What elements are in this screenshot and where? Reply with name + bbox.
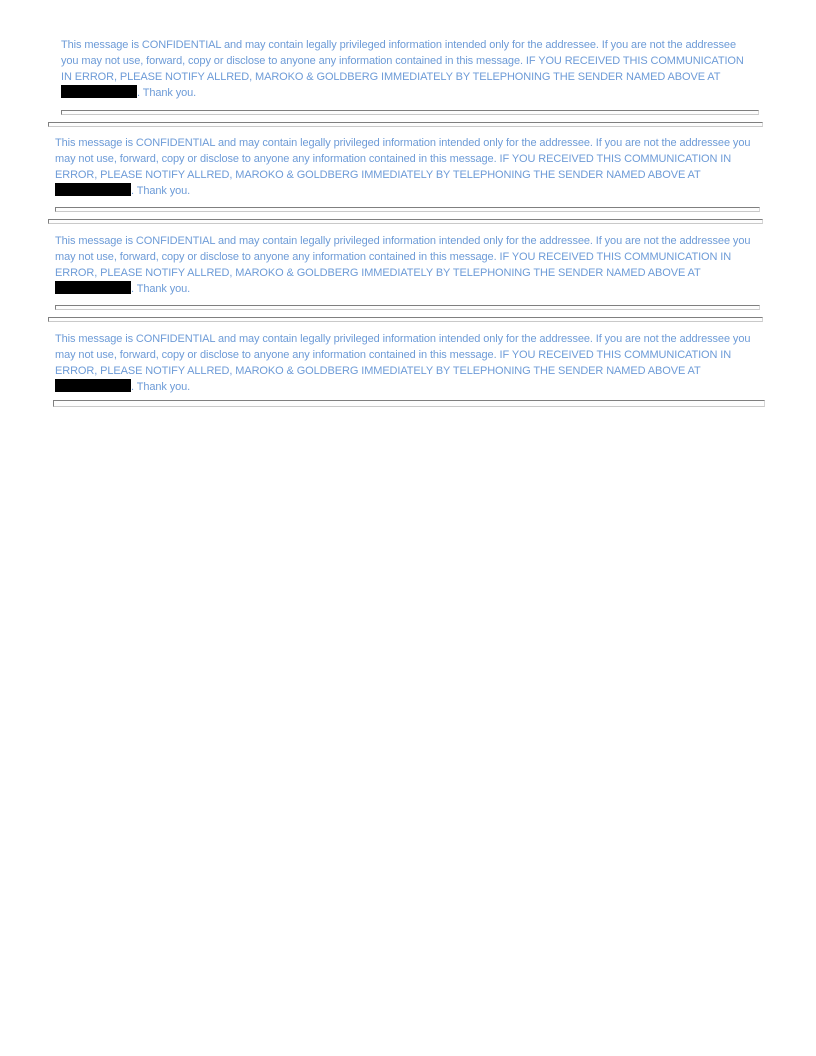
disclaimer-text-after: . Thank you. [137,87,197,99]
disclaimer-text-after: . Thank you. [131,283,191,295]
confidentiality-disclaimer-4 [55,331,760,395]
separator-box [53,400,765,407]
separator-box [61,110,759,115]
separator-box [55,207,760,212]
redacted-phone-number [55,379,131,392]
separator-box [48,317,763,322]
disclaimer-text-after: . Thank you. [131,381,191,393]
disclaimer-text-before: This message is CONFIDENTIAL and may contain legally privileged information intended only for the addressee. If you are not the addressee you may not use, forward, copy or disclose to anyone any information contained in this message. IF YOU RECEIVED THIS COMMUNICATION IN ERROR, PLEASE NOTIFY ALLRED, MAROKO & GOLDBERG IMMEDIATELY BY TELEPHONING THE SENDER NAMED ABOVE AT [61,39,744,83]
separator-box [55,305,760,310]
disclaimer-text-before: This message is CONFIDENTIAL and may contain legally privileged information intended only for the addressee. If you are not the addressee you may not use, forward, copy or disclose to anyone any information contained in this message. IF YOU RECEIVED THIS COMMUNICATION IN ERROR, PLEASE NOTIFY ALLRED, MAROKO & GOLDBERG IMMEDIATELY BY TELEPHONING THE SENDER NAMED ABOVE AT [55,333,751,377]
confidentiality-disclaimer-2 [55,135,760,199]
disclaimer-text-before: This message is CONFIDENTIAL and may contain legally privileged information intended only for the addressee. If you are not the addressee you may not use, forward, copy or disclose to anyone any information contained in this message. IF YOU RECEIVED THIS COMMUNICATION IN ERROR, PLEASE NOTIFY ALLRED, MAROKO & GOLDBERG IMMEDIATELY BY TELEPHONING THE SENDER NAMED ABOVE AT [55,235,751,279]
confidentiality-disclaimer-3 [55,233,760,297]
disclaimer-text-before: This message is CONFIDENTIAL and may contain legally privileged information intended only for the addressee. If you are not the addressee you may not use, forward, copy or disclose to anyone any information contained in this message. IF YOU RECEIVED THIS COMMUNICATION IN ERROR, PLEASE NOTIFY ALLRED, MAROKO & GOLDBERG IMMEDIATELY BY TELEPHONING THE SENDER NAMED ABOVE AT [55,137,751,181]
disclaimer-text-after: . Thank you. [131,185,191,197]
redacted-phone-number [61,85,137,98]
redacted-phone-number [55,183,131,196]
separator-box [48,122,763,127]
redacted-phone-number [55,281,131,294]
separator-box [48,219,763,224]
confidentiality-disclaimer-1 [61,37,756,101]
